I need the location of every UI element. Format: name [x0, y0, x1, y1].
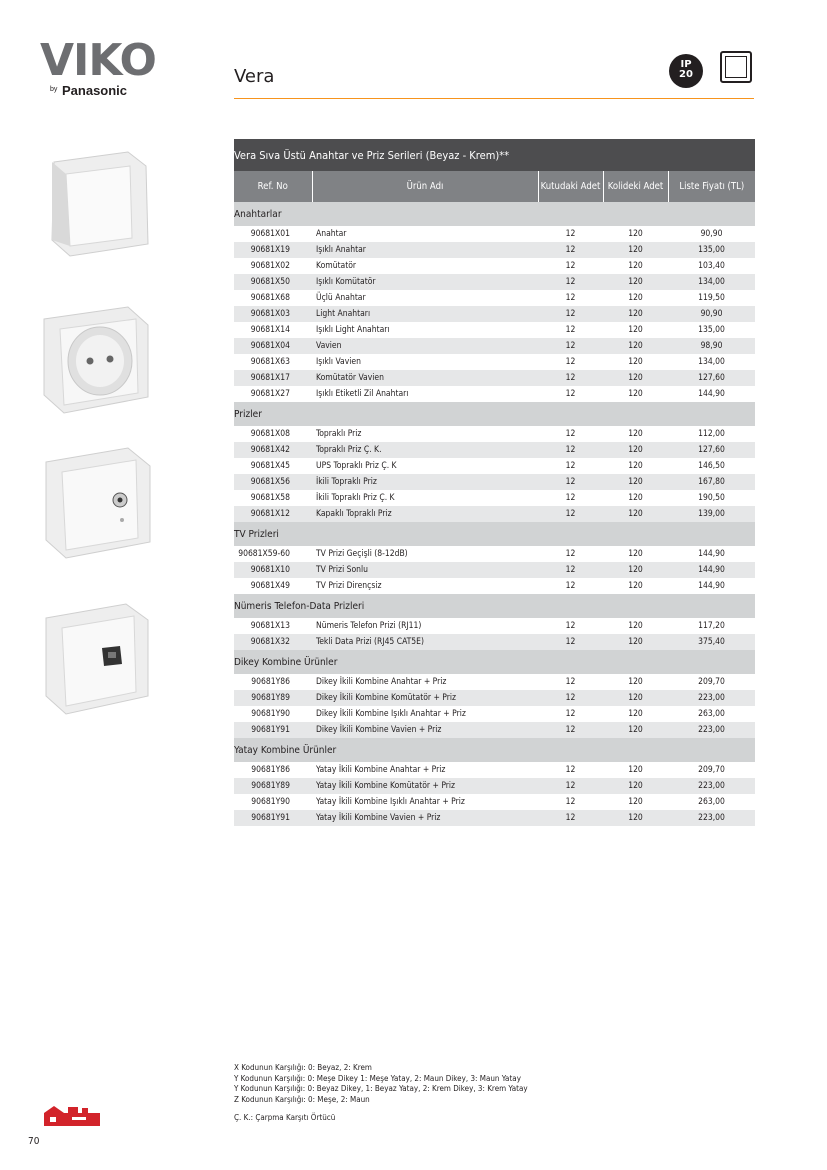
cell-box-qty: 12	[565, 765, 576, 775]
cell-product-name: Dikey İkili Kombine Anahtar + Priz	[316, 677, 447, 687]
cell-carton-qty: 120	[603, 634, 668, 650]
cell-ref-no: 90681X10	[234, 562, 312, 578]
category-row	[234, 650, 755, 674]
table-row	[234, 242, 755, 258]
cell-box-qty: 12	[538, 506, 603, 522]
cell-carton-qty: 120	[628, 797, 643, 807]
cell-box-qty: 12	[538, 690, 603, 706]
cell-product-name: Yatay İkili Kombine Anahtar + Priz	[316, 765, 446, 775]
cell-product-name: Yatay İkili Kombine Işıklı Anahtar + Priz	[316, 797, 465, 807]
table-title-row	[234, 139, 755, 171]
cell-list-price: 144,90	[698, 581, 725, 591]
cell-ref-no: 90681X56	[234, 474, 312, 490]
cell-box-qty: 12	[538, 442, 603, 458]
cell-box-qty: 12	[565, 461, 576, 471]
cell-product-name: Topraklı Priz Ç. K.	[312, 442, 538, 458]
cell-carton-qty: 120	[628, 549, 643, 559]
cell-list-price: 223,00	[668, 778, 755, 794]
table-row	[234, 290, 755, 306]
cell-list-price: 119,50	[698, 293, 725, 303]
ip20-icon	[669, 54, 703, 88]
cell-list-price: 223,00	[668, 722, 755, 738]
cell-list-price: 90,90	[668, 306, 755, 322]
cell-ref-no: 90681X02	[250, 261, 290, 271]
logo-wordmark: VIKO	[40, 35, 156, 86]
table-row	[234, 274, 755, 290]
cell-product-name: TV Prizi Dirençsiz	[316, 581, 382, 591]
cell-carton-qty: 120	[603, 274, 668, 290]
cell-ref-no: 90681X12	[234, 506, 312, 522]
price-table-body	[234, 139, 755, 826]
cell-box-qty: 12	[565, 549, 576, 559]
column-header-row	[234, 171, 755, 202]
cell-ref-no: 90681X04	[234, 338, 312, 354]
cell-box-qty: 12	[538, 722, 603, 738]
cell-list-price: 190,50	[698, 493, 725, 503]
cell-ref-no: 90681X42	[234, 442, 312, 458]
cell-product-name: Işıklı Vavien	[316, 357, 361, 367]
cell-box-qty: 12	[538, 370, 603, 386]
title-divider	[234, 98, 754, 99]
cell-ref-no: 90681X03	[234, 306, 312, 322]
cell-box-qty: 12	[565, 357, 576, 367]
cell-product-name: Nümeris Telefon Prizi (RJ11)	[316, 621, 422, 631]
col-product-name: Ürün Adı	[312, 171, 538, 202]
cell-product-name: Anahtar	[316, 229, 347, 239]
cell-product-name: TV Prizi Sonlu	[312, 562, 538, 578]
cell-ref-no: 90681Y91	[234, 810, 312, 826]
cell-ref-no: 90681Y89	[234, 690, 312, 706]
cell-box-qty: 12	[565, 325, 576, 335]
switch-product-image	[36, 140, 156, 266]
cell-product-name: UPS Topraklı Priz Ç. K	[316, 461, 397, 471]
cell-product-name: İkili Topraklı Priz	[312, 474, 538, 490]
cell-product-name: Dikey İkili Kombine Vavien + Priz	[312, 722, 538, 738]
table-row	[234, 762, 755, 778]
table-title: Vera Sıva Üstü Anahtar ve Priz Serileri (Beyaz - Krem)**	[234, 139, 755, 171]
logo-by: by	[50, 86, 58, 93]
cell-list-price: 112,00	[698, 429, 725, 439]
cell-list-price: 263,00	[698, 797, 725, 807]
category-row	[234, 522, 755, 546]
cell-ref-no: 90681X01	[250, 229, 290, 239]
cell-carton-qty: 120	[603, 722, 668, 738]
cell-list-price: 90,90	[700, 229, 723, 239]
table-row	[234, 722, 755, 738]
cell-list-price: 263,00	[698, 709, 725, 719]
cell-carton-qty: 120	[603, 306, 668, 322]
cell-box-qty: 12	[565, 229, 576, 239]
table-row	[234, 674, 755, 690]
table-row	[234, 354, 755, 370]
col-carton-qty: Kolideki Adet	[603, 171, 668, 202]
cell-box-qty: 12	[538, 634, 603, 650]
page-title: Vera	[234, 66, 275, 87]
cell-list-price: 134,00	[698, 357, 725, 367]
cell-ref-no: 90681X59-60	[238, 549, 290, 559]
cell-product-name: İkili Topraklı Priz Ç. K	[316, 493, 395, 503]
cell-list-price: 134,00	[668, 274, 755, 290]
cell-ref-no: 90681Y91	[234, 722, 312, 738]
cell-list-price: 209,70	[698, 765, 725, 775]
table-row	[234, 370, 755, 386]
price-table	[234, 139, 755, 826]
category-label: TV Prizleri	[234, 522, 755, 546]
table-row	[234, 386, 755, 402]
cell-product-name: Kapaklı Topraklı Priz	[312, 506, 538, 522]
cell-ref-no: 90681X13	[250, 621, 290, 631]
col-list-price: Liste Fiyatı (TL)	[668, 171, 755, 202]
cell-ref-no: 90681X17	[234, 370, 312, 386]
cell-product-name: Yatay İkili Kombine Komütatör + Priz	[312, 778, 538, 794]
cell-carton-qty: 120	[603, 778, 668, 794]
cell-box-qty: 12	[565, 261, 576, 271]
cell-ref-no: 90681Y90	[251, 709, 290, 719]
cell-ref-no: 90681X50	[234, 274, 312, 290]
cell-product-name: Işıklı Etiketli Zil Anahtarı	[316, 389, 409, 399]
table-row	[234, 706, 755, 722]
cell-box-qty: 12	[565, 677, 576, 687]
table-row	[234, 810, 755, 826]
cell-list-price: 135,00	[668, 242, 755, 258]
cell-ref-no: 90681X68	[250, 293, 290, 303]
cell-ref-no: 90681X45	[250, 461, 290, 471]
cell-ref-no: 90681X27	[250, 389, 290, 399]
cell-box-qty: 12	[565, 581, 576, 591]
category-label: Anahtarlar	[234, 202, 755, 226]
cell-list-price: 144,90	[668, 562, 755, 578]
cell-product-name: Dikey İkili Kombine Işıklı Anahtar + Priz	[316, 709, 466, 719]
cell-ref-no: 90681X14	[250, 325, 290, 335]
table-row	[234, 618, 755, 634]
table-row	[234, 578, 755, 594]
cell-carton-qty: 120	[603, 474, 668, 490]
cell-box-qty: 12	[538, 562, 603, 578]
col-ref-no: Ref. No	[234, 171, 312, 202]
category-label: Yatay Kombine Ürünler	[234, 738, 755, 762]
cell-carton-qty: 120	[628, 325, 643, 335]
cell-box-qty: 12	[565, 429, 576, 439]
note-line: Z Kodunun Karşılığı: 0: Meşe, 2: Maun	[234, 1094, 370, 1104]
cell-list-price: 375,40	[668, 634, 755, 650]
table-row	[234, 546, 755, 562]
cell-list-price: 146,50	[698, 461, 725, 471]
cell-box-qty: 12	[538, 778, 603, 794]
cell-carton-qty: 120	[628, 429, 643, 439]
cell-list-price: 144,90	[698, 549, 725, 559]
cell-product-name: Yatay İkili Kombine Vavien + Priz	[312, 810, 538, 826]
viko-logo	[40, 35, 170, 102]
cell-list-price: 139,00	[668, 506, 755, 522]
cell-carton-qty: 120	[628, 677, 643, 687]
cell-carton-qty: 120	[603, 442, 668, 458]
logo-panasonic: Panasonic	[62, 83, 128, 98]
cell-box-qty: 12	[538, 242, 603, 258]
cell-carton-qty: 120	[628, 261, 643, 271]
socket-product-image	[36, 297, 156, 423]
table-row	[234, 442, 755, 458]
table-row	[234, 306, 755, 322]
cell-box-qty: 12	[565, 389, 576, 399]
page-number: 70	[28, 1136, 40, 1147]
cell-product-name: Komütatör	[316, 261, 357, 271]
cell-product-name: TV Prizi Geçişli (8-12dB)	[316, 549, 408, 559]
note-line: Y Kodunun Karşılığı: 0: Beyaz Dikey, 1: Beyaz Yatay, 2: Krem Dikey, 3: Krem Yatay	[234, 1084, 528, 1093]
cell-carton-qty: 120	[603, 690, 668, 706]
cell-product-name: Işıklı Komütatör	[312, 274, 538, 290]
cell-box-qty: 12	[565, 493, 576, 503]
table-row	[234, 690, 755, 706]
cell-carton-qty: 120	[603, 242, 668, 258]
table-row	[234, 506, 755, 522]
cell-box-qty: 12	[538, 274, 603, 290]
cell-ref-no: 90681Y89	[234, 778, 312, 794]
cell-box-qty: 12	[538, 810, 603, 826]
table-row	[234, 490, 755, 506]
cell-carton-qty: 120	[628, 461, 643, 471]
table-row	[234, 322, 755, 338]
ip-value: 20	[679, 69, 693, 80]
note-line: X Kodunun Karşılığı: 0: Beyaz, 2: Krem	[234, 1063, 372, 1072]
cell-carton-qty: 120	[628, 493, 643, 503]
cell-ref-no: 90681Y86	[251, 677, 290, 687]
cell-carton-qty: 120	[628, 581, 643, 591]
table-row	[234, 474, 755, 490]
cell-ref-no: 90681Y86	[251, 765, 290, 775]
table-row	[234, 634, 755, 650]
cell-product-name: Komütatör Vavien	[312, 370, 538, 386]
cell-carton-qty: 120	[628, 293, 643, 303]
table-row	[234, 226, 755, 242]
cell-ref-no: 90681X19	[234, 242, 312, 258]
table-row	[234, 458, 755, 474]
cell-product-name: Dikey İkili Kombine Komütatör + Priz	[312, 690, 538, 706]
category-label: Nümeris Telefon-Data Prizleri	[234, 594, 755, 618]
table-row	[234, 562, 755, 578]
cell-ref-no: 90681X49	[250, 581, 290, 591]
tv-socket-product-image	[36, 440, 156, 566]
cell-product-name: Light Anahtarı	[312, 306, 538, 322]
cell-list-price: 127,60	[668, 370, 755, 386]
cell-carton-qty: 120	[628, 621, 643, 631]
cell-ref-no: 90681X58	[250, 493, 290, 503]
cell-list-price: 103,40	[698, 261, 725, 271]
category-label: Prizler	[234, 402, 755, 426]
cell-carton-qty: 120	[628, 357, 643, 367]
footnote: Ç. K.: Çarpma Karşıtı Örtücü	[234, 1113, 336, 1122]
ip-label: IP	[680, 59, 692, 70]
code-notes	[234, 1063, 528, 1124]
surface-frame-icon	[720, 51, 752, 83]
cell-list-price: 209,70	[698, 677, 725, 687]
table-row	[234, 258, 755, 274]
table-row	[234, 794, 755, 810]
cell-ref-no: 90681X63	[250, 357, 290, 367]
cell-list-price: 98,90	[668, 338, 755, 354]
cell-carton-qty: 120	[628, 709, 643, 719]
cell-carton-qty: 120	[628, 229, 643, 239]
cell-box-qty: 12	[565, 797, 576, 807]
category-label: Dikey Kombine Ürünler	[234, 650, 755, 674]
category-row	[234, 594, 755, 618]
cell-box-qty: 12	[538, 338, 603, 354]
cell-product-name: Üçlü Anahtar	[316, 293, 366, 303]
cell-box-qty: 12	[538, 306, 603, 322]
footer-brand-logo	[42, 1105, 102, 1127]
data-socket-product-image	[36, 596, 156, 722]
cell-product-name: Vavien	[312, 338, 538, 354]
cell-carton-qty: 120	[603, 370, 668, 386]
cell-ref-no: 90681Y90	[251, 797, 290, 807]
category-row	[234, 738, 755, 762]
cell-box-qty: 12	[565, 621, 576, 631]
cell-carton-qty: 120	[603, 338, 668, 354]
cell-product-name: Tekli Data Prizi (RJ45 CAT5E)	[312, 634, 538, 650]
category-row	[234, 202, 755, 226]
cell-carton-qty: 120	[628, 765, 643, 775]
cell-product-name: Işıklı Light Anahtarı	[316, 325, 390, 335]
cell-list-price: 223,00	[668, 810, 755, 826]
cell-carton-qty: 120	[628, 389, 643, 399]
cell-box-qty: 12	[565, 709, 576, 719]
cell-list-price: 223,00	[668, 690, 755, 706]
table-row	[234, 338, 755, 354]
table-row	[234, 778, 755, 794]
cell-list-price: 127,60	[668, 442, 755, 458]
cell-ref-no: 90681X32	[234, 634, 312, 650]
table-row	[234, 426, 755, 442]
note-line: Y Kodunun Karşılığı: 0: Meşe Dikey 1: Meşe Yatay, 2: Maun Dikey, 3: Maun Yatay	[234, 1073, 521, 1083]
cell-carton-qty: 120	[603, 562, 668, 578]
cell-ref-no: 90681X08	[250, 429, 290, 439]
cell-list-price: 144,90	[698, 389, 725, 399]
cell-product-name: Işıklı Anahtar	[312, 242, 538, 258]
cell-carton-qty: 120	[603, 810, 668, 826]
cell-product-name: Topraklı Priz	[316, 429, 362, 439]
category-row	[234, 402, 755, 426]
cell-list-price: 117,20	[698, 621, 725, 631]
cell-list-price: 167,80	[668, 474, 755, 490]
col-box-qty: Kutudaki Adet	[538, 171, 603, 202]
cell-box-qty: 12	[538, 474, 603, 490]
cell-list-price: 135,00	[698, 325, 725, 335]
cell-box-qty: 12	[565, 293, 576, 303]
cell-carton-qty: 120	[603, 506, 668, 522]
